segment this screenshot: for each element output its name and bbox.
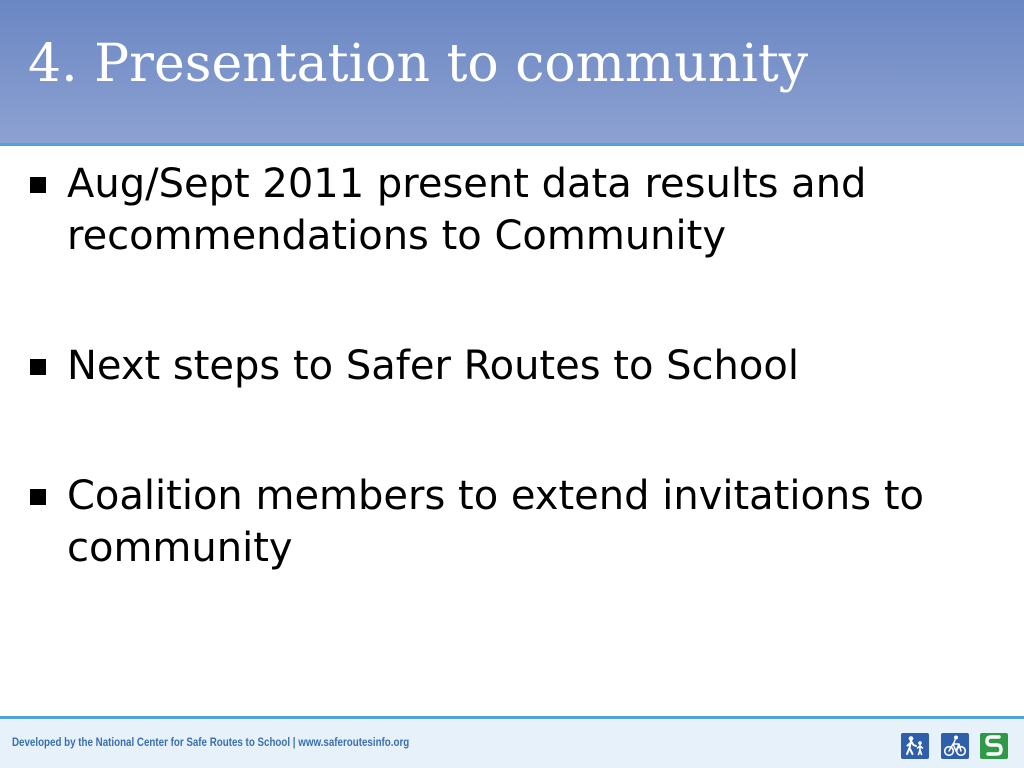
- square-bullet-icon: [30, 177, 46, 193]
- bullet-text: Next steps to Safer Routes to School: [67, 343, 799, 389]
- title-divider: [0, 143, 1024, 146]
- route-icon: [980, 733, 1008, 759]
- footer: [0, 719, 1024, 768]
- footer-credit: Developed by the National Center for Safe Routes to School | www.saferoutesinfo.org: [12, 737, 410, 749]
- bicycle-icon: [941, 733, 969, 759]
- pedestrian-icon: [901, 733, 929, 759]
- bullet-text: Coalition members to extend invitations to community: [67, 473, 924, 571]
- bullet-item: [30, 158, 990, 262]
- title-bar: [0, 0, 1024, 143]
- bullet-list: [30, 158, 990, 652]
- bullet-text: Aug/Sept 2011 present data results and recommendations to Community: [67, 161, 867, 259]
- slide-title: 4. Presentation to community: [28, 34, 809, 94]
- square-bullet-icon: [30, 489, 46, 505]
- bullet-item: [30, 340, 990, 392]
- bullet-item: [30, 470, 990, 574]
- square-bullet-icon: [30, 359, 46, 375]
